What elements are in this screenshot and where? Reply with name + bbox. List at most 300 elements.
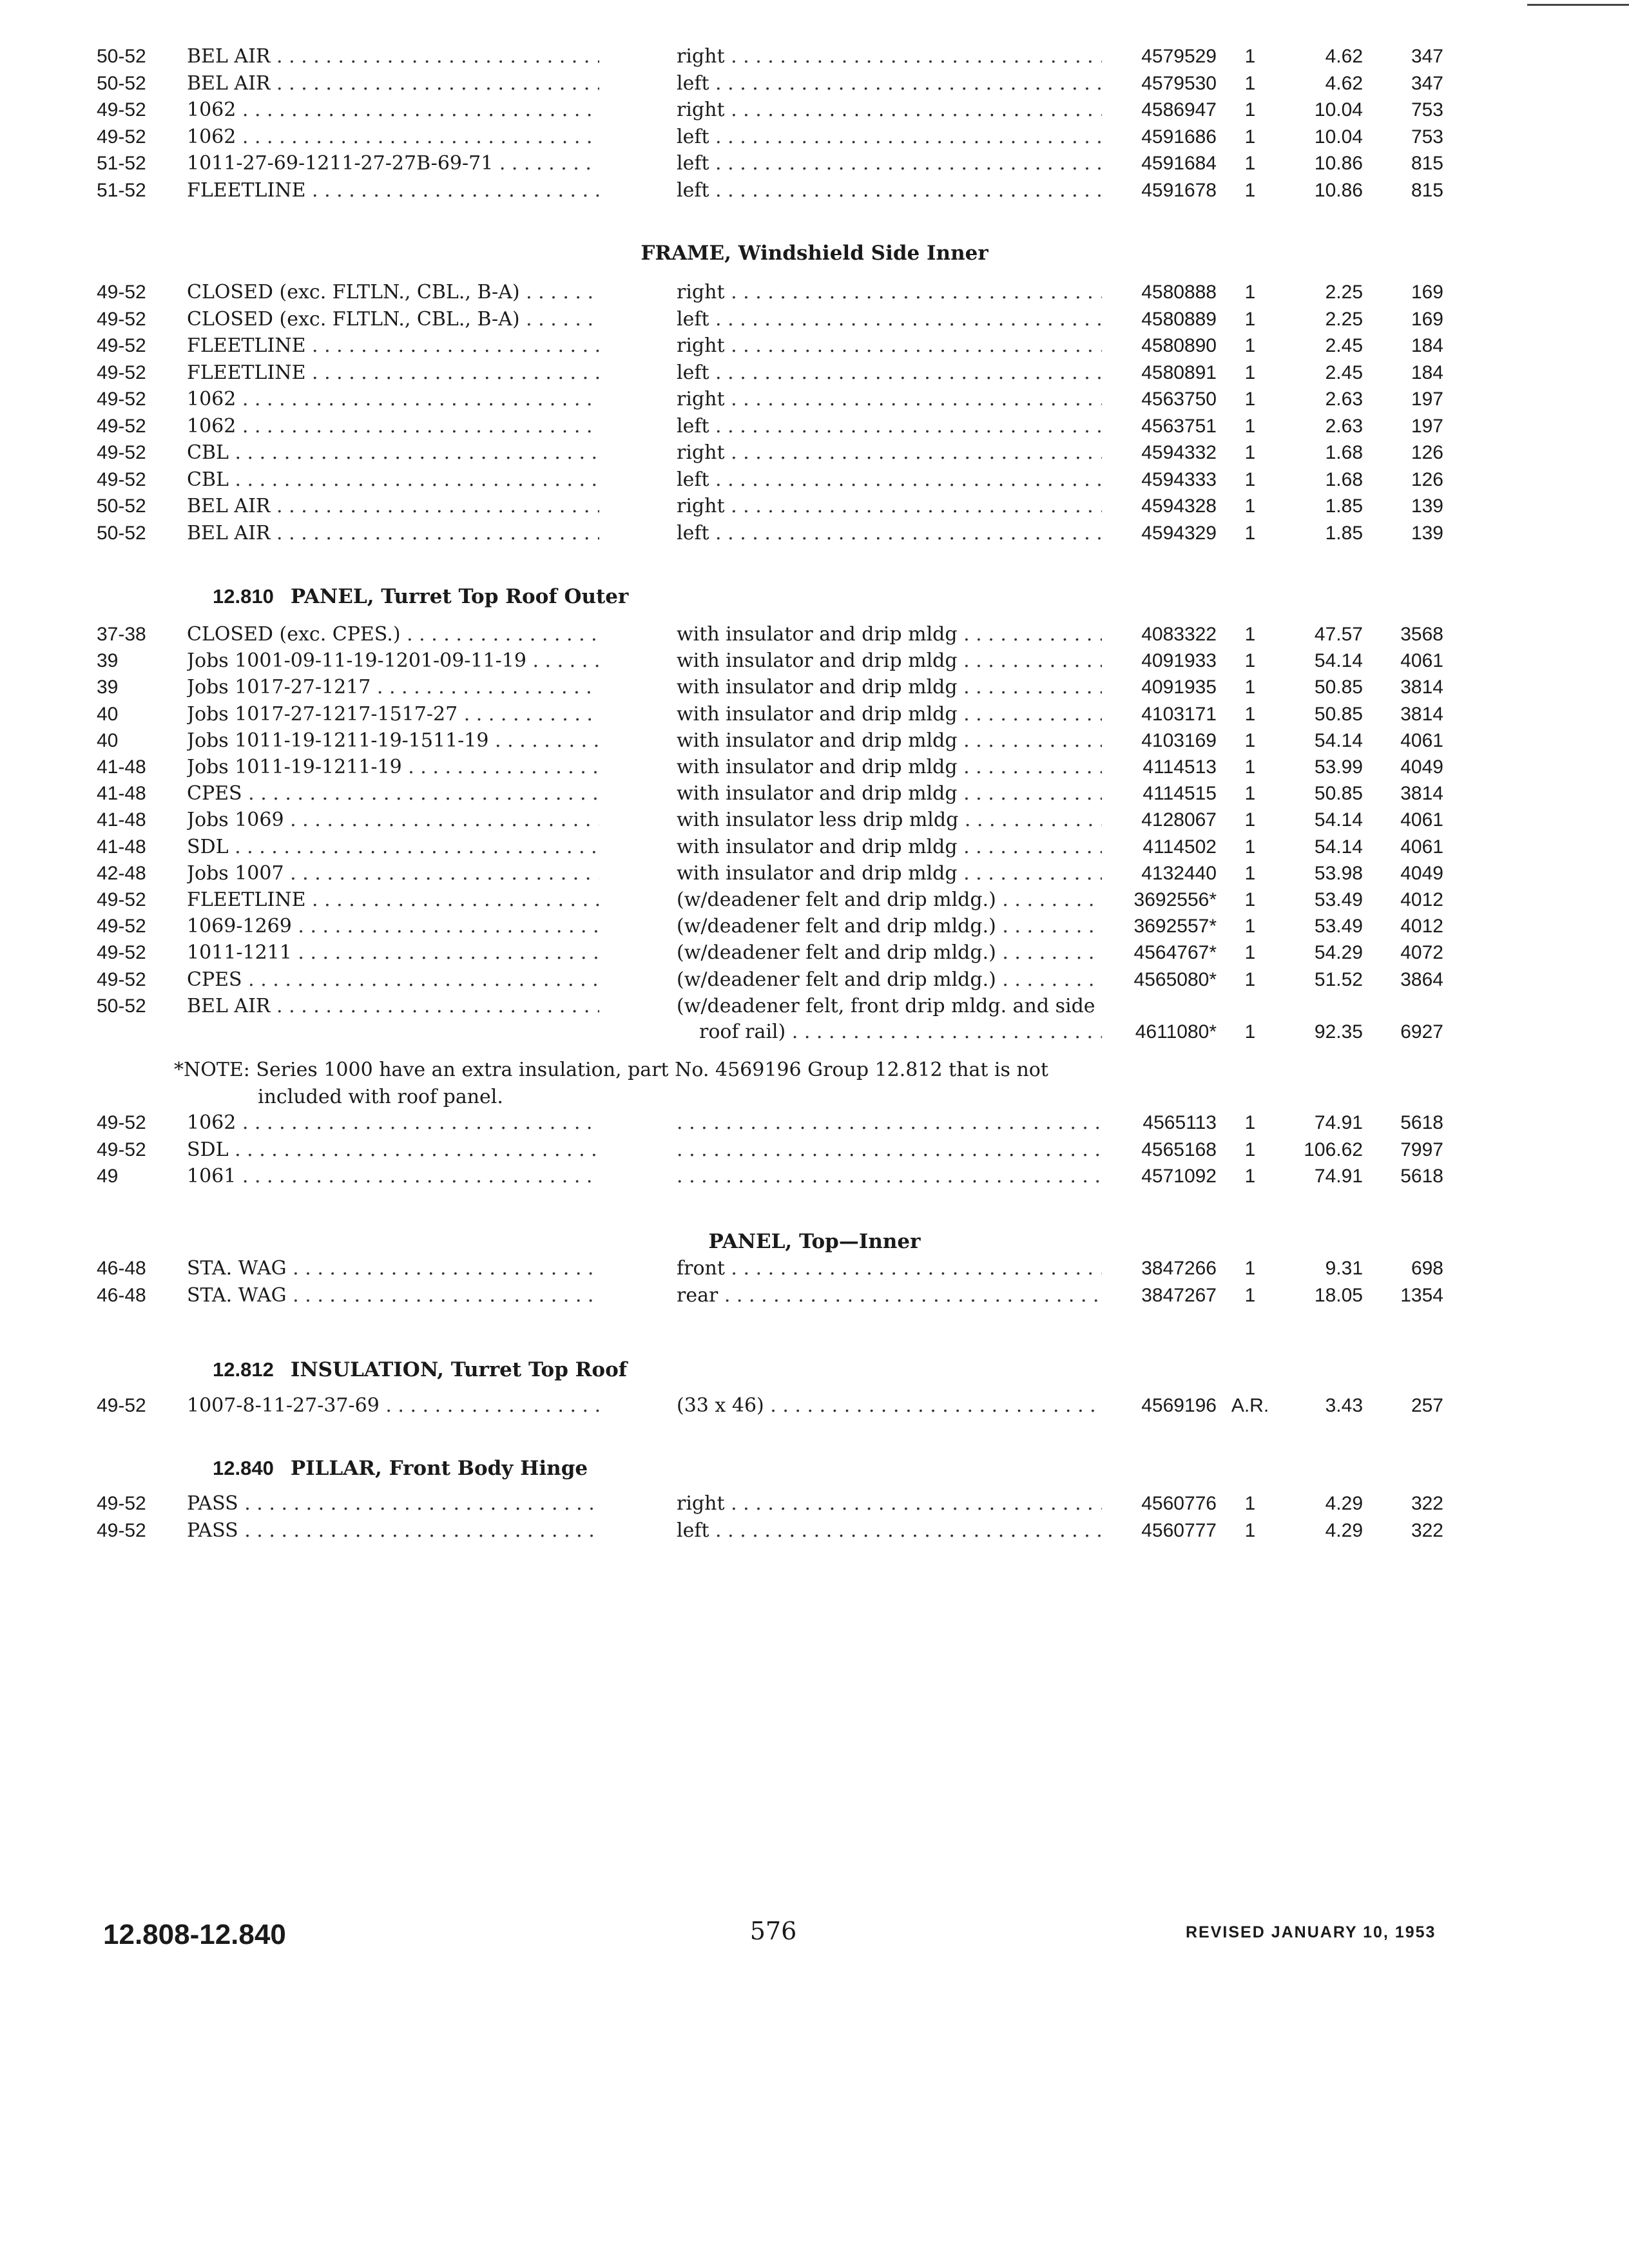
table-row — [0, 939, 1629, 966]
cell-qty: 1 — [1244, 1285, 1256, 1306]
cell-qty: 1 — [1244, 282, 1256, 303]
table-row — [0, 1137, 1629, 1164]
cell-model: Jobs 1017-27-1217-1517-27 . . . — [187, 701, 599, 728]
cell-part: 4571092 — [1141, 1166, 1217, 1187]
cell-price: 50.85 — [1314, 677, 1363, 698]
cell-qty: 1 — [1244, 361, 1256, 383]
cell-model: BEL AIR . . . — [187, 43, 599, 70]
cell-dealer: 4061 — [1400, 809, 1443, 831]
cell-model: FLEETLINE . . . — [187, 887, 599, 914]
cell-qty: 1 — [1244, 889, 1256, 910]
table-row — [0, 1255, 1629, 1282]
cell-years: 49-52 — [97, 1139, 146, 1160]
cell-years: 46-48 — [97, 1285, 146, 1306]
table-row — [0, 754, 1629, 781]
cell-part: 4103169 — [1141, 729, 1217, 751]
cell-price: 50.85 — [1314, 703, 1363, 725]
cell-dealer: 3864 — [1400, 968, 1443, 990]
table-row — [0, 887, 1629, 914]
cell-years: 49-52 — [97, 942, 146, 964]
cell-dealer: 698 — [1411, 1258, 1443, 1279]
cell-years: 51-52 — [97, 180, 146, 201]
cell-dealer: 815 — [1411, 180, 1443, 201]
cell-part: 4569196 — [1141, 1395, 1217, 1416]
cell-model: FLEETLINE . . . — [187, 332, 599, 360]
cell-years: 40 — [97, 729, 119, 751]
cell-price: 1.85 — [1325, 495, 1363, 517]
cell-part: 4594329 — [1141, 522, 1217, 544]
cell-desc: roof rail) . . . — [699, 1019, 1102, 1046]
cell-price: 54.14 — [1314, 809, 1363, 831]
cell-price: 1.68 — [1325, 468, 1363, 490]
cell-part: 4103171 — [1141, 703, 1217, 725]
cell-qty: 1 — [1244, 703, 1256, 725]
cell-part: 4580891 — [1141, 361, 1217, 383]
cell-desc: with insulator and drip mldg . . . — [677, 860, 1102, 887]
cell-desc: (w/deadener felt and drip mldg.) . . . — [677, 913, 1102, 940]
cell-part: 4091933 — [1141, 650, 1217, 672]
cell-desc: with insulator and drip mldg . . . — [677, 780, 1102, 807]
cell-price: 53.99 — [1314, 756, 1363, 778]
cell-price: 74.91 — [1314, 1166, 1363, 1187]
cell-model: 1007-8-11-27-37-69 . . . — [187, 1392, 599, 1419]
cell-part: 3847267 — [1141, 1285, 1217, 1306]
table-row — [0, 43, 1629, 70]
group-title: PILLAR, Front Body Hinge — [290, 1457, 588, 1480]
cell-desc: with insulator and drip mldg . . . — [677, 648, 1102, 675]
cell-part: 4114515 — [1142, 783, 1217, 805]
cell-desc: right . . . — [677, 279, 1102, 306]
cell-part: 4563750 — [1141, 389, 1217, 410]
cell-dealer: 169 — [1411, 308, 1443, 330]
cell-dealer: 126 — [1411, 468, 1443, 490]
cell-price: 74.91 — [1314, 1112, 1363, 1133]
cell-price: 18.05 — [1314, 1285, 1363, 1306]
cell-model: Jobs 1011-19-1211-19-1511-19 . . . — [187, 727, 599, 754]
table-row — [0, 993, 1629, 1020]
cell-qty: 1 — [1244, 468, 1256, 490]
table-row — [0, 279, 1629, 306]
cell-part: 4128067 — [1141, 809, 1217, 831]
cell-dealer: 139 — [1411, 522, 1443, 544]
cell-part: 4580889 — [1141, 308, 1217, 330]
table-row — [0, 466, 1629, 494]
cell-desc: right . . . — [677, 1490, 1102, 1517]
table-row — [0, 70, 1629, 97]
cell-qty: 1 — [1244, 442, 1256, 463]
cell-price: 4.62 — [1325, 46, 1363, 67]
cell-price: 2.63 — [1325, 415, 1363, 437]
cell-price: 54.14 — [1314, 836, 1363, 858]
cell-qty: 1 — [1244, 809, 1256, 831]
cell-desc: right . . . — [677, 97, 1102, 124]
cell-years: 41-48 — [97, 836, 146, 858]
cell-model: Jobs 1007 . . . — [187, 860, 599, 887]
cell-price: 10.86 — [1314, 153, 1363, 175]
cell-desc: left . . . — [677, 150, 1102, 177]
cell-years: 49-52 — [97, 968, 146, 990]
cell-part: 4565080* — [1133, 968, 1217, 990]
table-row — [0, 860, 1629, 887]
cell-years: 39 — [97, 677, 119, 698]
cell-model: 1062 . . . — [187, 1110, 599, 1137]
cell-price: 4.29 — [1325, 1493, 1363, 1514]
table-row — [0, 306, 1629, 333]
footer-page-number: 576 — [749, 1917, 797, 1945]
cell-model: Jobs 1069 . . . — [187, 807, 599, 834]
cell-years: 50-52 — [97, 522, 146, 544]
cell-model: STA. WAG . . . — [187, 1282, 599, 1309]
cell-qty: 1 — [1244, 126, 1256, 148]
table-row — [0, 1110, 1629, 1137]
note-line-2: included with roof panel. — [258, 1086, 503, 1108]
cell-qty: 1 — [1244, 389, 1256, 410]
cell-dealer: 4072 — [1400, 942, 1443, 964]
table-row — [0, 1392, 1629, 1419]
cell-desc: right . . . — [677, 332, 1102, 360]
cell-price: 1.85 — [1325, 522, 1363, 544]
cell-qty: 1 — [1244, 916, 1256, 937]
cell-price: 10.04 — [1314, 99, 1363, 121]
cell-desc: right . . . — [677, 439, 1102, 466]
cell-part: 4114513 — [1142, 756, 1217, 778]
cell-years: 37-38 — [97, 624, 146, 645]
cell-qty: 1 — [1244, 783, 1256, 805]
cell-years: 42-48 — [97, 862, 146, 884]
cell-qty: 1 — [1244, 1258, 1256, 1279]
cell-model: PASS . . . — [187, 1517, 599, 1544]
cell-desc: left . . . — [677, 466, 1102, 494]
cell-desc: left . . . — [677, 520, 1102, 547]
group-number: 12.840 — [213, 1457, 274, 1479]
cell-years: 49-52 — [97, 99, 146, 121]
cell-desc: left . . . — [677, 413, 1102, 440]
cell-model: Jobs 1017-27-1217 . . . — [187, 674, 599, 701]
cell-desc: right . . . — [677, 493, 1102, 520]
cell-years: 50-52 — [97, 72, 146, 94]
cell-model: CLOSED (exc. CPES.) . . . — [187, 621, 599, 648]
table-row — [0, 727, 1629, 754]
cell-price: 2.25 — [1325, 282, 1363, 303]
cell-dealer: 3814 — [1400, 703, 1443, 725]
cell-part: 4594333 — [1141, 468, 1217, 490]
cell-qty: 1 — [1244, 522, 1256, 544]
cell-desc: with insulator and drip mldg . . . — [677, 727, 1102, 754]
cell-years: 49-52 — [97, 916, 146, 937]
cell-price: 50.85 — [1314, 783, 1363, 805]
section-title-panel-top-inner: PANEL, Top—Inner — [708, 1230, 921, 1253]
table-row — [0, 913, 1629, 940]
table-row — [0, 780, 1629, 807]
table-row — [0, 1019, 1629, 1046]
cell-desc: left . . . — [677, 306, 1102, 333]
table-row — [0, 1490, 1629, 1517]
cell-dealer: 4061 — [1400, 836, 1443, 858]
cell-price: 54.14 — [1314, 729, 1363, 751]
table-row — [0, 1517, 1629, 1544]
cell-years: 49-52 — [97, 335, 146, 356]
cell-qty: 1 — [1244, 729, 1256, 751]
table-row — [0, 701, 1629, 728]
cell-years: 50-52 — [97, 495, 146, 517]
cell-price: 1.68 — [1325, 442, 1363, 463]
table-row — [0, 648, 1629, 675]
footer-group-range: 12.808-12.840 — [103, 1919, 286, 1950]
table-row — [0, 807, 1629, 834]
cell-years: 49-52 — [97, 468, 146, 490]
cell-dealer: 197 — [1411, 415, 1443, 437]
cell-price: 9.31 — [1325, 1258, 1363, 1279]
cell-model: BEL AIR . . . — [187, 70, 599, 97]
cell-model: CPES . . . — [187, 780, 599, 807]
cell-years: 41-48 — [97, 809, 146, 831]
group-number: 12.810 — [213, 585, 274, 608]
cell-desc: with insulator less drip mldg . . . — [677, 807, 1102, 834]
table-row — [0, 621, 1629, 648]
table-row — [0, 674, 1629, 701]
cell-qty: 1 — [1244, 1519, 1256, 1541]
cell-model: 1062 . . . — [187, 97, 599, 124]
cell-qty: A.R. — [1231, 1395, 1269, 1416]
cell-price: 10.04 — [1314, 126, 1363, 148]
cell-price: 47.57 — [1314, 624, 1363, 645]
cell-model: 1062 . . . — [187, 124, 599, 151]
cell-model: STA. WAG . . . — [187, 1255, 599, 1282]
cell-desc: rear . . . — [677, 1282, 1102, 1309]
group-title: PANEL, Turret Top Roof Outer — [290, 585, 629, 608]
cell-desc: (w/deadener felt and drip mldg.) . . . — [677, 966, 1102, 994]
cell-desc: with insulator and drip mldg . . . — [677, 674, 1102, 701]
cell-dealer: 197 — [1411, 389, 1443, 410]
cell-price: 10.86 — [1314, 180, 1363, 201]
cell-years: 49-52 — [97, 889, 146, 910]
cell-model: SDL . . . — [187, 834, 599, 861]
table-row — [0, 124, 1629, 151]
cell-part: 4611080* — [1135, 1021, 1217, 1043]
cell-dealer: 139 — [1411, 495, 1443, 517]
cell-dealer: 347 — [1411, 46, 1443, 67]
cell-years: 50-52 — [97, 46, 146, 67]
cell-desc: right . . . — [677, 386, 1102, 413]
cell-price: 2.45 — [1325, 361, 1363, 383]
cell-qty: 1 — [1244, 99, 1256, 121]
cell-model: FLEETLINE . . . — [187, 177, 599, 204]
cell-dealer: 1354 — [1400, 1285, 1443, 1306]
cell-years: 49-52 — [97, 415, 146, 437]
cell-part: 4586947 — [1141, 99, 1217, 121]
cell-years: 49-52 — [97, 1395, 146, 1416]
footer-revised-date: REVISED JANUARY 10, 1953 — [1186, 1923, 1436, 1941]
cell-model: SDL . . . — [187, 1137, 599, 1164]
cell-price: 106.62 — [1304, 1139, 1363, 1160]
cell-part: 4580888 — [1141, 282, 1217, 303]
section-title-insulation — [213, 1356, 627, 1383]
cell-desc: (33 x 46) . . . — [677, 1392, 1102, 1419]
cell-price: 53.98 — [1314, 862, 1363, 884]
cell-part: 4114502 — [1142, 836, 1217, 858]
cell-qty: 1 — [1244, 46, 1256, 67]
cell-model: 1011-1211 . . . — [187, 939, 599, 966]
cell-dealer: 347 — [1411, 72, 1443, 94]
cell-dealer: 3814 — [1400, 677, 1443, 698]
cell-model: 1011-27-69-1211-27-27B-69-71 . . . — [187, 150, 599, 177]
cell-years: 39 — [97, 650, 119, 672]
cell-qty: 1 — [1244, 1112, 1256, 1133]
cell-desc — [677, 1163, 1102, 1190]
cell-model: 1069-1269 . . . — [187, 913, 599, 940]
cell-desc: left . . . — [677, 124, 1102, 151]
cell-part: 3692556* — [1133, 889, 1217, 910]
cell-qty: 1 — [1244, 415, 1256, 437]
table-row — [0, 493, 1629, 520]
cell-years: 49-52 — [97, 126, 146, 148]
cell-dealer: 4049 — [1400, 862, 1443, 884]
cell-years: 49-52 — [97, 1493, 146, 1514]
cell-qty: 1 — [1244, 677, 1256, 698]
cell-part: 4594332 — [1141, 442, 1217, 463]
cell-qty: 1 — [1244, 624, 1256, 645]
cell-qty: 1 — [1244, 1166, 1256, 1187]
cell-price: 2.63 — [1325, 389, 1363, 410]
cell-part: 4091935 — [1141, 677, 1217, 698]
cell-model: CBL . . . — [187, 439, 599, 466]
cell-part: 4565168 — [1141, 1139, 1217, 1160]
cell-dealer: 4061 — [1400, 729, 1443, 751]
cell-years: 50-52 — [97, 995, 146, 1017]
cell-years: 49-52 — [97, 1519, 146, 1541]
table-row — [0, 439, 1629, 466]
cell-desc: with insulator and drip mldg . . . — [677, 621, 1102, 648]
cell-price: 2.45 — [1325, 335, 1363, 356]
cell-desc: with insulator and drip mldg . . . — [677, 834, 1102, 861]
cell-price: 54.29 — [1314, 942, 1363, 964]
cell-dealer: 5618 — [1400, 1166, 1443, 1187]
cell-years: 40 — [97, 703, 119, 725]
cell-part: 3847266 — [1141, 1258, 1217, 1279]
cell-part: 4132440 — [1141, 862, 1217, 884]
cell-model: 1062 . . . — [187, 386, 599, 413]
cell-model: Jobs 1011-19-1211-19 . . . — [187, 754, 599, 781]
table-row — [0, 386, 1629, 413]
cell-years: 49-52 — [97, 282, 146, 303]
cell-dealer: 753 — [1411, 99, 1443, 121]
table-row — [0, 360, 1629, 387]
cell-price: 92.35 — [1314, 1021, 1363, 1043]
group-title: INSULATION, Turret Top Roof — [290, 1358, 628, 1381]
cell-price: 3.43 — [1325, 1395, 1363, 1416]
cell-model: CBL . . . — [187, 466, 599, 494]
cell-qty: 1 — [1244, 1139, 1256, 1160]
note-line-1: *NOTE: Series 1000 have an extra insulation, part No. 4569196 Group 12.812 that is not — [174, 1059, 1048, 1081]
cell-price: 54.14 — [1314, 650, 1363, 672]
table-row — [0, 150, 1629, 177]
section-title-pillar — [213, 1455, 588, 1482]
cell-years: 41-48 — [97, 783, 146, 805]
table-row — [0, 834, 1629, 861]
cell-desc: left . . . — [677, 360, 1102, 387]
cell-years: 41-48 — [97, 756, 146, 778]
cell-price: 53.49 — [1314, 916, 1363, 937]
cell-desc: with insulator and drip mldg . . . — [677, 754, 1102, 781]
cell-years: 49 — [97, 1166, 119, 1187]
cell-model: BEL AIR . . . — [187, 493, 599, 520]
cell-dealer: 7997 — [1400, 1139, 1443, 1160]
table-row — [0, 520, 1629, 547]
cell-desc: left . . . — [677, 1517, 1102, 1544]
cell-desc: with insulator and drip mldg . . . — [677, 701, 1102, 728]
table-row — [0, 1163, 1629, 1190]
cell-desc — [677, 1110, 1102, 1137]
cell-model: FLEETLINE . . . — [187, 360, 599, 387]
cell-dealer: 3814 — [1400, 783, 1443, 805]
cell-model: CPES . . . — [187, 966, 599, 994]
table-row — [0, 413, 1629, 440]
cell-price: 51.52 — [1314, 968, 1363, 990]
cell-model: 1061 . . . — [187, 1163, 599, 1190]
cell-part: 4579529 — [1141, 46, 1217, 67]
cell-desc: (w/deadener felt and drip mldg.) . . . — [677, 887, 1102, 914]
cell-dealer: 4061 — [1400, 650, 1443, 672]
cell-dealer: 4012 — [1400, 916, 1443, 937]
cell-dealer: 4012 — [1400, 889, 1443, 910]
cell-desc: left . . . — [677, 70, 1102, 97]
cell-price: 4.29 — [1325, 1519, 1363, 1541]
cell-model: BEL AIR . . . — [187, 993, 599, 1020]
cell-model: BEL AIR . . . — [187, 520, 599, 547]
cell-part: 3692557* — [1133, 916, 1217, 937]
cell-qty: 1 — [1244, 862, 1256, 884]
cell-qty: 1 — [1244, 72, 1256, 94]
cell-part: 4560777 — [1141, 1519, 1217, 1541]
group-number: 12.812 — [213, 1358, 274, 1381]
table-row — [0, 966, 1629, 994]
corner-rule — [1527, 4, 1629, 6]
cell-dealer: 3568 — [1400, 624, 1443, 645]
cell-model: PASS . . . — [187, 1490, 599, 1517]
cell-qty: 1 — [1244, 1493, 1256, 1514]
cell-desc: (w/deadener felt, front drip mldg. and side — [677, 995, 1095, 1017]
cell-qty: 1 — [1244, 180, 1256, 201]
cell-dealer: 6927 — [1400, 1021, 1443, 1043]
cell-years: 49-52 — [97, 1112, 146, 1133]
cell-years: 49-52 — [97, 442, 146, 463]
section-title-panel-outer — [213, 583, 628, 610]
cell-dealer: 322 — [1411, 1519, 1443, 1541]
cell-price: 53.49 — [1314, 889, 1363, 910]
cell-years: 51-52 — [97, 153, 146, 175]
cell-part: 4560776 — [1141, 1493, 1217, 1514]
cell-desc: front . . . — [677, 1255, 1102, 1282]
cell-dealer: 815 — [1411, 153, 1443, 175]
cell-part: 4591686 — [1141, 126, 1217, 148]
cell-desc — [677, 1137, 1102, 1164]
cell-dealer: 184 — [1411, 335, 1443, 356]
cell-qty: 1 — [1244, 650, 1256, 672]
cell-model: CLOSED (exc. FLTLN., CBL., B-A) . . . — [187, 306, 599, 333]
table-row — [0, 332, 1629, 360]
cell-qty: 1 — [1244, 308, 1256, 330]
cell-qty: 1 — [1244, 335, 1256, 356]
cell-desc: right . . . — [677, 43, 1102, 70]
cell-model: 1062 . . . — [187, 413, 599, 440]
cell-qty: 1 — [1244, 968, 1256, 990]
cell-years: 49-52 — [97, 361, 146, 383]
cell-part: 4565113 — [1142, 1112, 1217, 1133]
cell-years: 49-52 — [97, 308, 146, 330]
cell-dealer: 753 — [1411, 126, 1443, 148]
cell-part: 4563751 — [1141, 415, 1217, 437]
cell-dealer: 184 — [1411, 361, 1443, 383]
